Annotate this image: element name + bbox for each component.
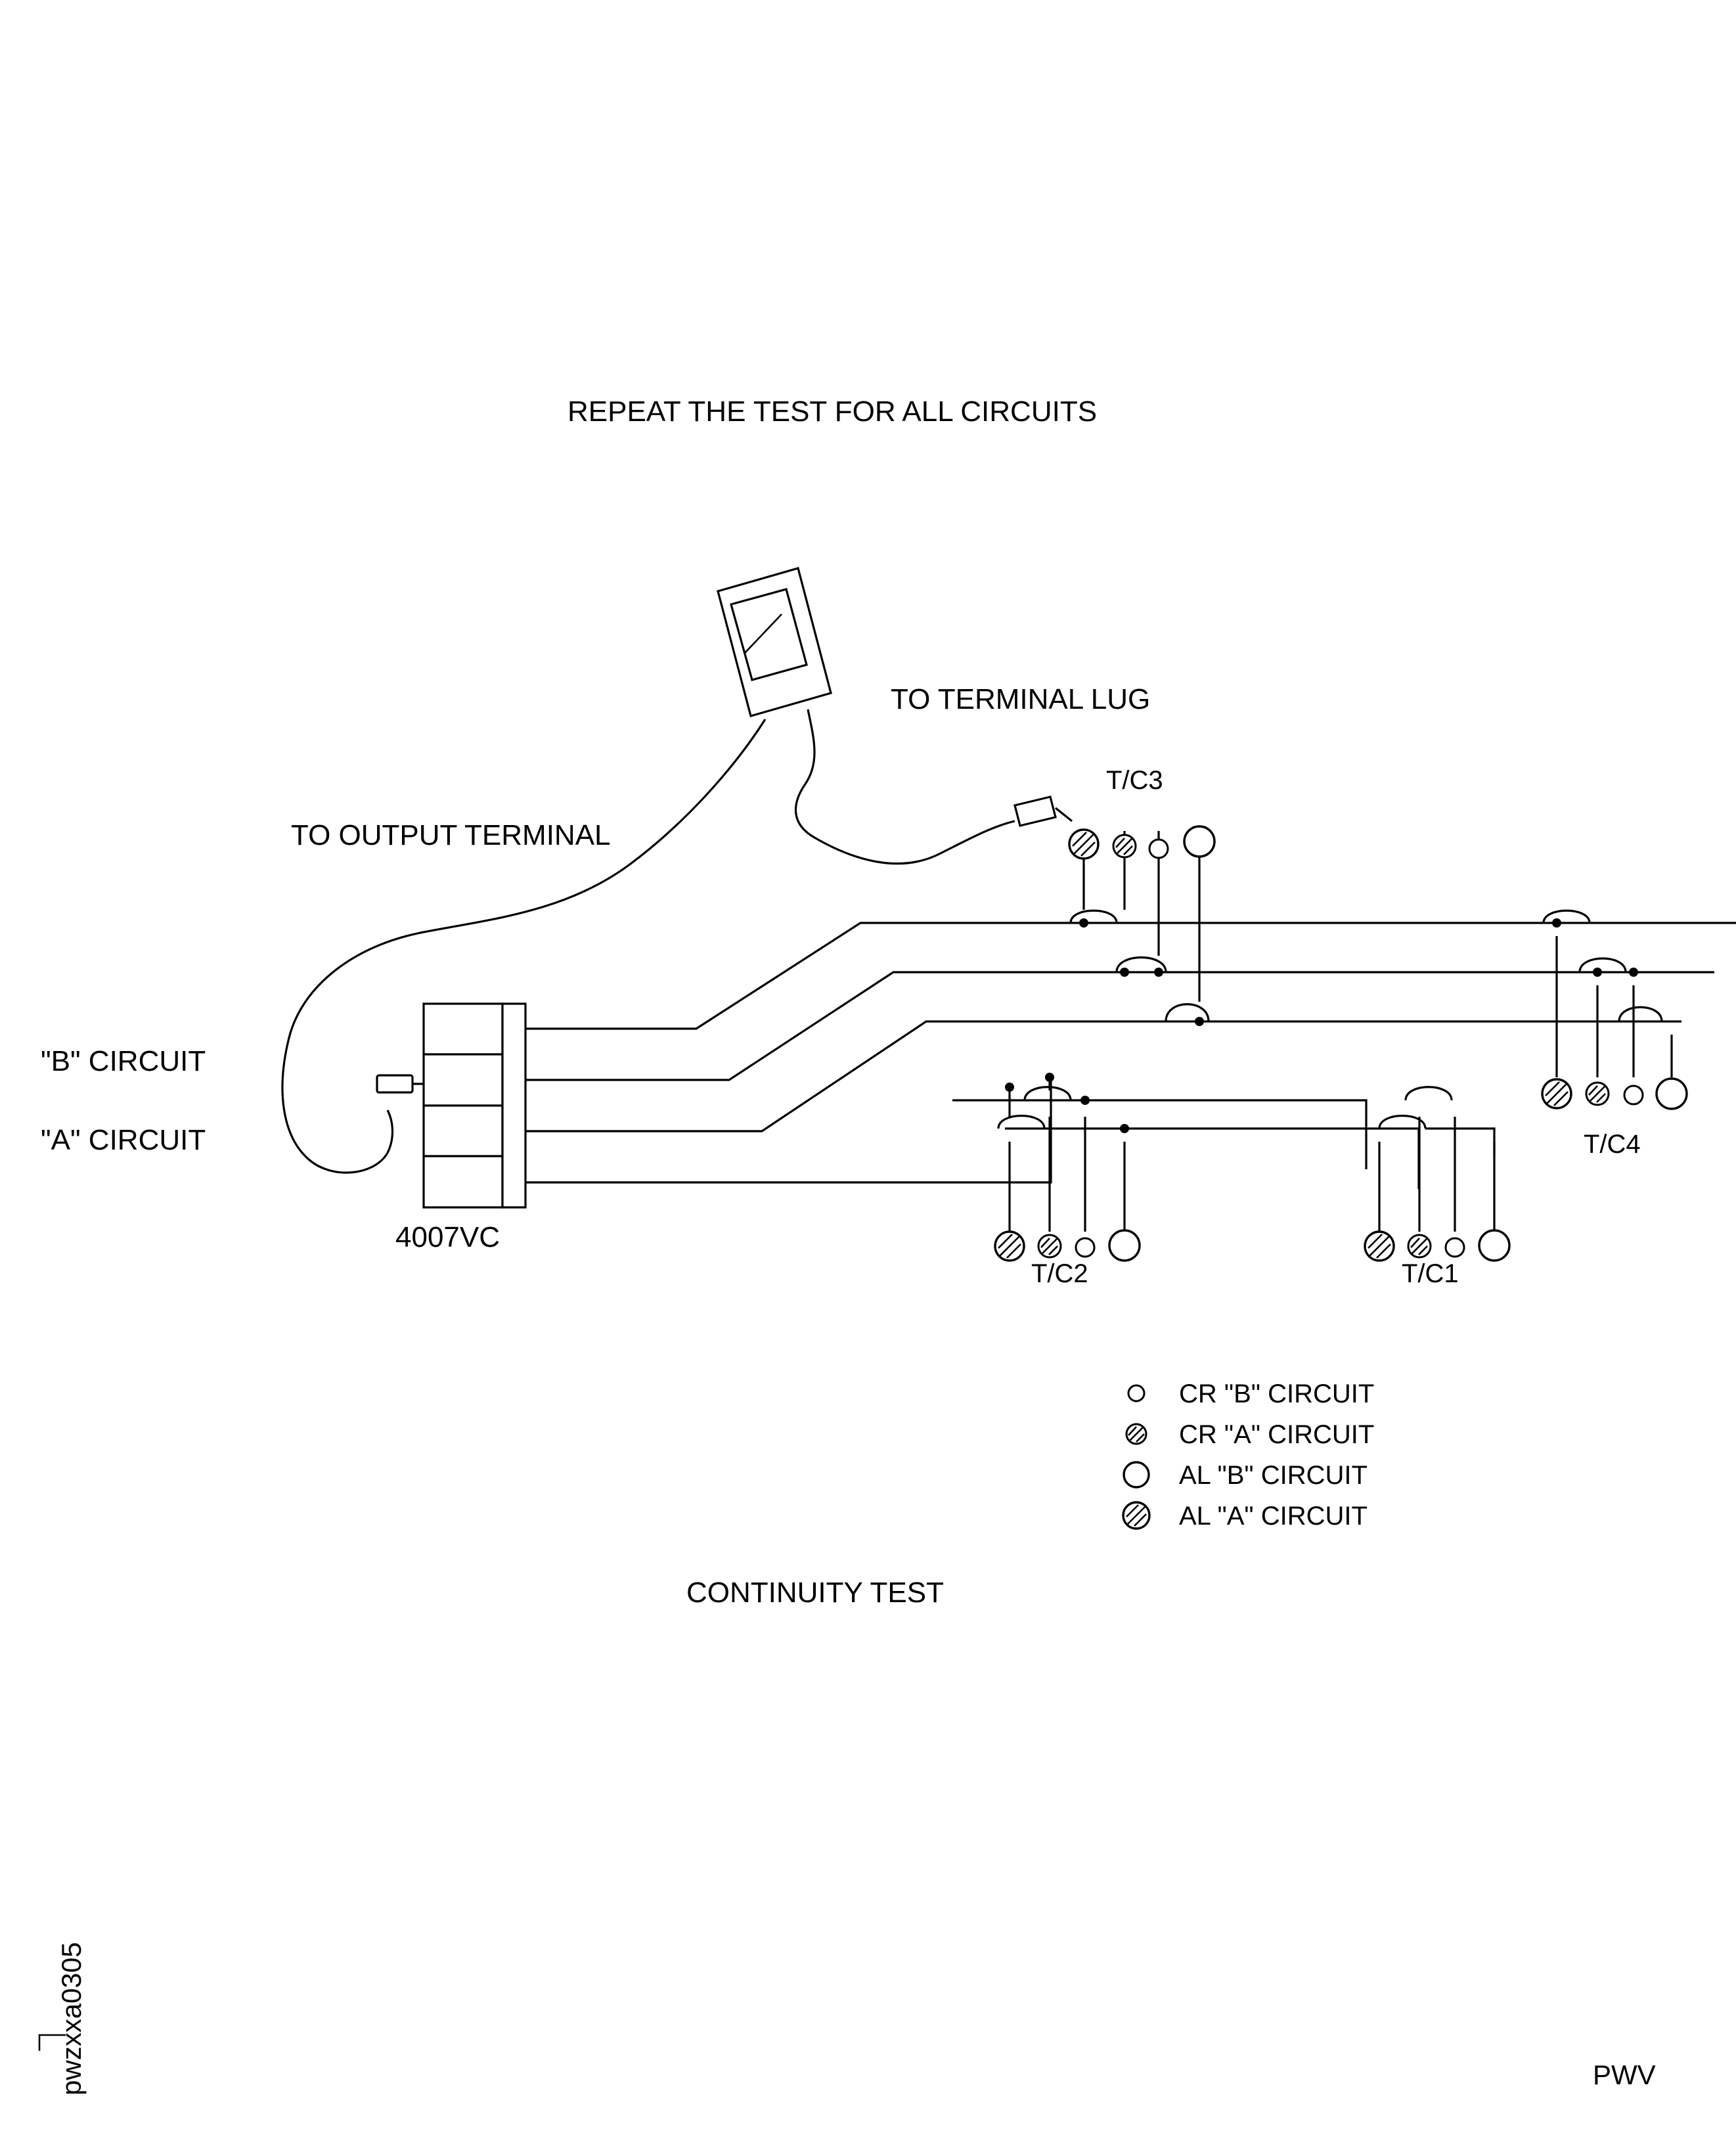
corner-code: PWV bbox=[1593, 2059, 1656, 2090]
ohmmeter bbox=[718, 568, 831, 716]
label-b-circuit: "B" CIRCUIT bbox=[41, 1045, 206, 1077]
wire-lower-rail-b bbox=[952, 1100, 1366, 1169]
label-to-output-terminal: TO OUTPUT TERMINAL bbox=[291, 819, 611, 851]
wire-pin-2 bbox=[525, 923, 1736, 1029]
diagram-caption: CONTINUITY TEST bbox=[686, 1577, 944, 1609]
tc4-cluster bbox=[1542, 910, 1687, 1109]
legend-label-1: CR "A" CIRCUIT bbox=[1179, 1420, 1375, 1449]
page-title: REPEAT THE TEST FOR ALL CIRCUITS bbox=[568, 395, 1098, 428]
side-code: pwzxxa0305 bbox=[56, 1942, 87, 2095]
label-tc3: T/C3 bbox=[1106, 766, 1163, 795]
probe-upper bbox=[1015, 797, 1072, 826]
side-code-bracket bbox=[39, 2035, 66, 2051]
legend-symbol-2 bbox=[1124, 1462, 1149, 1487]
legend-label-0: CR "B" CIRCUIT bbox=[1179, 1379, 1375, 1408]
wire-pin-3 bbox=[525, 972, 1714, 1080]
wire-lower-rail-a bbox=[821, 1077, 1051, 1182]
label-tc1: T/C1 bbox=[1402, 1259, 1459, 1288]
tc1-cluster bbox=[1365, 1087, 1509, 1261]
connector-block-4007vc bbox=[424, 1004, 525, 1207]
meter-lead-upper bbox=[795, 709, 1015, 864]
legend-symbols bbox=[1123, 1385, 1149, 1529]
label-tc2: T/C2 bbox=[1031, 1259, 1088, 1288]
wire-pin-6 bbox=[525, 1021, 1681, 1131]
label-a-circuit: "A" CIRCUIT bbox=[41, 1124, 206, 1156]
wire-lower-rail-c bbox=[1005, 1129, 1419, 1189]
legend-symbol-0 bbox=[1128, 1385, 1144, 1401]
label-to-terminal-lug: TO TERMINAL LUG bbox=[891, 683, 1151, 715]
tc3-cluster bbox=[1069, 826, 1214, 1026]
label-tc4: T/C4 bbox=[1584, 1130, 1641, 1159]
legend-label-3: AL "A" CIRCUIT bbox=[1179, 1502, 1368, 1531]
legend-label-2: AL "B" CIRCUIT bbox=[1179, 1461, 1368, 1490]
label-connector-4007vc: 4007VC bbox=[395, 1221, 501, 1253]
